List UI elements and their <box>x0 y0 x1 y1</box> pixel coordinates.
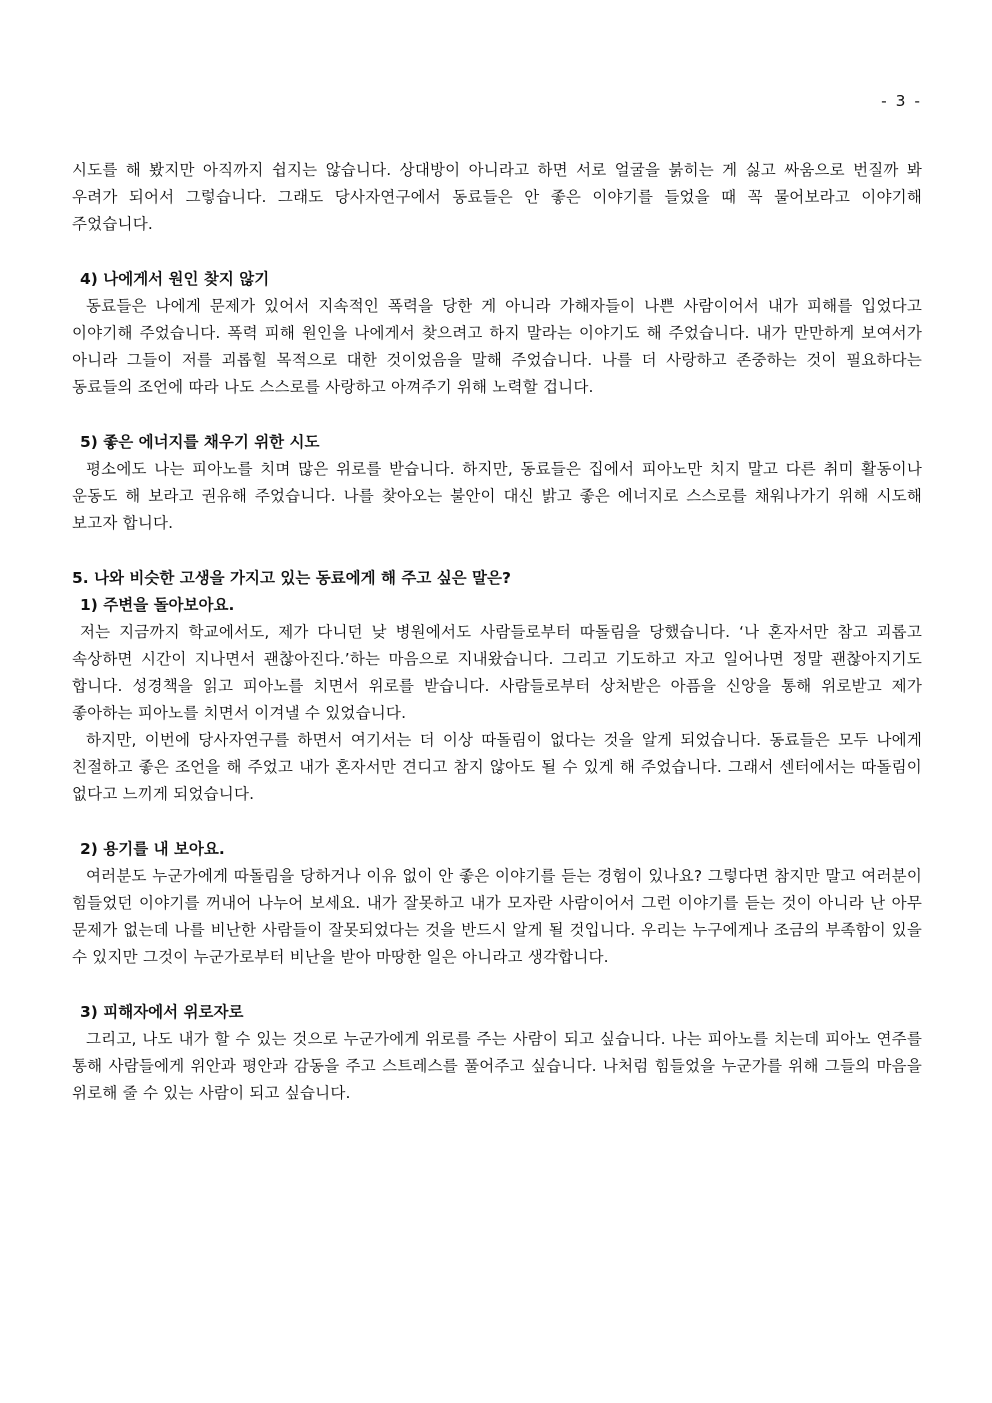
question-heading: 5. 나와 비슷한 고생을 가지고 있는 동료에게 해 주고 싶은 말은? <box>72 569 511 587</box>
document-body <box>72 157 922 1107</box>
section-body-5: 평소에도 나는 피아노를 치며 많은 위로를 받습니다. 하지만, 동료들은 집에서 피아노만 치지 말고 다른 취미 활동이나 운동도 해 보라고 권유해 주었습니다. 나를 찾아오는 불안이 대신 밝고 좋은 에너지로 스스로를 채워나가기 위해 시도해 보고자 합니다. <box>72 460 922 532</box>
part-heading-2: 2) 용기를 내 보아요. <box>80 840 225 858</box>
part-heading-1: 1) 주변을 돌아보아요. <box>80 596 235 614</box>
page-number: - 3 - <box>881 92 922 110</box>
part-3-paragraph-1: 그리고, 나도 내가 할 수 있는 것으로 누군가에게 위로를 주는 사람이 되고 싶습니다. 나는 피아노를 치는데 피아노 연주를 통해 사람들에게 위안과 평안과 감동을 주고 스트레스를 풀어주고 싶습니다. 나처럼 힘들었을 누군가를 위해 그들의 마음을 위로해 줄 수 있는 사람이 되고 싶습니다. <box>72 1030 922 1102</box>
section-heading-5: 5) 좋은 에너지를 채우기 위한 시도 <box>80 433 320 451</box>
section-body-4: 동료들은 나에게 문제가 있어서 지속적인 폭력을 당한 게 아니라 가해자들이 나쁜 사람이어서 내가 피해를 입었다고 이야기해 주었습니다. 폭력 피해 원인을 나에게서 찾으려고 하지 말라는 이야기도 해 주었습니다. 내가 만만하게 보여서가 아니라 그들이 저를 괴롭힐 목적으로 대한 것이었음을 말해 주었습니다. 나를 더 사랑하고 존중하는 것이 필요하다는 동료들의 조언에 따라 나도 스스로를 사랑하고 아껴주기 위해 노력할 겁니다. <box>72 297 922 396</box>
part-1-paragraph-2: 하지만, 이번에 당사자연구를 하면서 여기서는 더 이상 따돌림이 없다는 것을 알게 되었습니다. 동료들은 모두 나에게 친절하고 좋은 조언을 해 주었고 내가 혼자서만 견디고 참지 않아도 될 수 있게 해 주었습니다. 그래서 센터에서는 따돌림이 없다고 느끼게 되었습니다. <box>72 731 922 803</box>
part-1-paragraph-1: 저는 지금까지 학교에서도, 제가 다니던 낮 병원에서도 사람들로부터 따돌림을 당했습니다. ‘나 혼자서만 참고 괴롭고 속상하면 시간이 지나면서 괜찮아진다.’하는 마음으로 지내왔습니다. 그리고 기도하고 자고 일어나면 정말 괜찮아지기도 합니다. 성경책을 읽고 피아노를 치면서 위로를 받습니다. 사람들로부터 상처받은 아픔을 신앙을 통해 위로받고 제가 좋아하는 피아노를 치면서 이겨낼 수 있었습니다. <box>72 623 922 722</box>
part-2-paragraph-1: 여러분도 누군가에게 따돌림을 당하거나 이유 없이 안 좋은 이야기를 듣는 경험이 있나요? 그렇다면 참지만 말고 여러분이 힘들었던 이야기를 꺼내어 나누어 보세요. 내가 잘못하고 내가 모자란 사람이어서 그런 이야기를 듣는 것이 아니라 난 아무 문제가 없는데 나를 비난한 사람들이 잘못되었다는 것을 반드시 알게 될 것입니다. 우리는 누구에게나 조금의 부족함이 있을 수 있지만 그것이 누군가로부터 비난을 받아 마땅한 일은 아니라고 생각합니다. <box>72 867 922 966</box>
section-heading-4: 4) 나에게서 원인 찾지 않기 <box>80 270 270 288</box>
part-heading-3: 3) 피해자에서 위로자로 <box>80 1003 244 1021</box>
intro-paragraph: 시도를 해 봤지만 아직까지 쉽지는 않습니다. 상대방이 아니라고 하면 서로 얼굴을 붉히는 게 싫고 싸움으로 번질까 봐 우려가 되어서 그렇습니다. 그래도 당사자연구에서 동료들은 안 좋은 이야기를 들었을 때 꼭 물어보라고 이야기해 주었습니다. <box>72 161 922 233</box>
